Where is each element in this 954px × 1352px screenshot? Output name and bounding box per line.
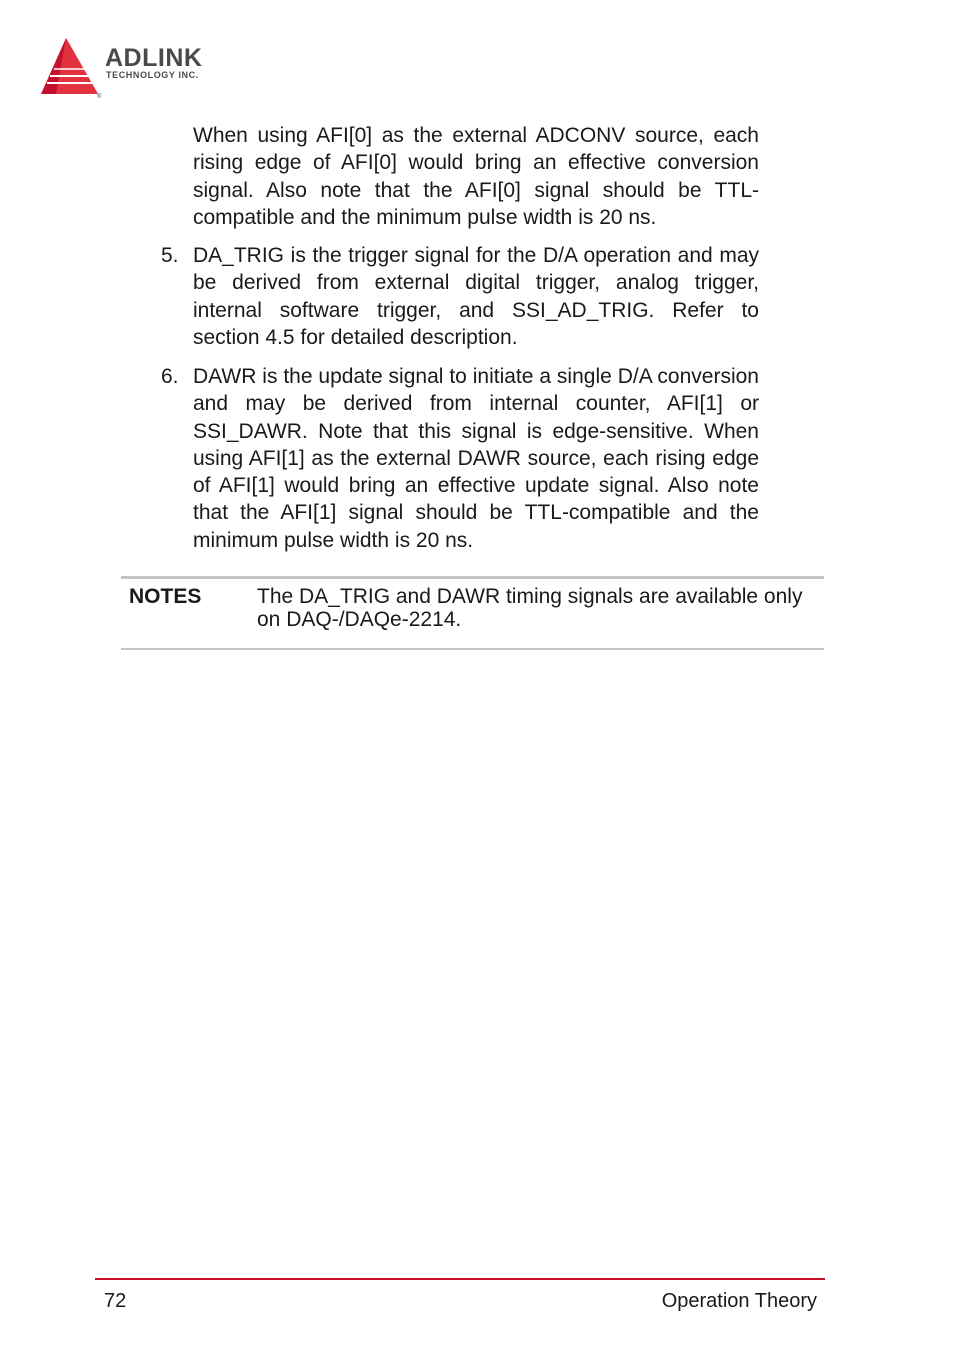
notes-label: NOTES <box>129 585 202 608</box>
svg-text:®: ® <box>97 94 102 98</box>
logo-wordmark: ADLINK <box>105 44 203 72</box>
footer-rule <box>95 1278 825 1280</box>
page-number: 72 <box>104 1290 127 1312</box>
footer-section-title: Operation Theory <box>661 1290 817 1312</box>
notes-top-rule <box>121 576 824 579</box>
list-item-number: 5. <box>161 244 179 267</box>
list-item-text: DA_TRIG is the trigger signal for the D/A operation and may be derived from external digital trigger, analog trigger, internal software trigger, and SSI_AD_TRIG. Refer to section 4.5 for detailed description. <box>193 244 759 349</box>
logo-subtitle: TECHNOLOGY INC. <box>106 70 199 80</box>
notes-bottom-rule <box>121 648 824 650</box>
list-item-number: 6. <box>161 365 179 388</box>
continuation-paragraph: When using AFI[0] as the external ADCONV source, each rising edge of AFI[0] would bring an effective conversion signal. Also note that the AFI[0] signal should be TTL-compatible and the minimum pulse width is 20 ns. <box>193 124 759 229</box>
list-item-text: DAWR is the update signal to initiate a single D/A conversion and may be derived from internal counter, AFI[1] or SSI_DAWR. Note that this signal is edge-sensitive. When using AFI[1] as the external DAWR source, each rising edge of AFI[1] would bring an effective update signal. Also note that the AFI[1] signal should be TTL-compatible and the minimum pulse width is 20 ns. <box>193 365 759 552</box>
notes-text: The DA_TRIG and DAWR timing signals are available only on DAQ-/DAQe-2214. <box>257 585 803 631</box>
